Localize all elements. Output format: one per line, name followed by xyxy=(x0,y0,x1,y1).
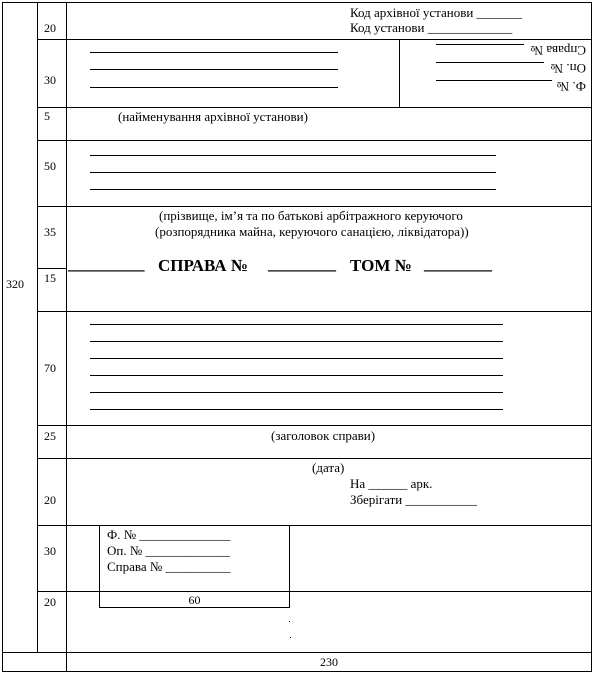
row-height-6: 15 xyxy=(44,271,56,285)
title-blank-line-3 xyxy=(90,358,503,359)
date-caption: (дата) xyxy=(312,460,345,475)
volume-number-blank: ________ xyxy=(424,254,492,273)
col-sep-2 xyxy=(66,2,67,672)
row-height-9: 20 xyxy=(44,493,56,507)
stamp-inventory-line: Оп. № _____________ xyxy=(107,543,230,558)
case-prefix-blank: _________ xyxy=(68,254,145,273)
row-sep-5-left xyxy=(37,268,66,269)
volume-label: ТОМ № xyxy=(350,256,412,275)
rotated-fund-line: Ф. № xyxy=(556,79,586,94)
institution-code-line: Код установи _____________ xyxy=(350,20,513,35)
case-label: СПРАВА № xyxy=(158,256,248,275)
case-title-caption: (заголовок справи) xyxy=(271,428,376,443)
col-sep-header xyxy=(399,39,400,107)
frame-bottom xyxy=(2,671,592,672)
row-height-8: 25 xyxy=(44,429,56,443)
title-blank-line-6 xyxy=(90,409,503,410)
rotated-case-blank xyxy=(436,44,524,45)
stamp-width-label: 60 xyxy=(188,593,201,607)
archive-code-line: Код архівної установи _______ xyxy=(350,5,523,20)
row-height-7: 70 xyxy=(44,361,56,375)
title-blank-line-4 xyxy=(90,375,503,376)
rotated-case-line: Справа № xyxy=(530,43,586,58)
row-height-11: 20 xyxy=(44,595,56,609)
total-width-label: 230 xyxy=(320,655,338,669)
title-blank-line-5 xyxy=(90,392,503,393)
frame-top xyxy=(2,2,592,3)
name-blank-line-3 xyxy=(90,87,338,88)
row-sep-6 xyxy=(37,311,592,312)
manager-caption-line-1: (прізвище, ім’я та по батькові арбітражного керуючого xyxy=(159,208,463,223)
row-height-10: 30 xyxy=(44,544,56,558)
dot-mark-2 xyxy=(290,637,291,638)
frame-left xyxy=(2,2,3,672)
manager-blank-line-2 xyxy=(90,172,496,173)
row-sep-1 xyxy=(37,39,592,40)
row-height-5: 35 xyxy=(44,225,56,239)
row-height-3: 5 xyxy=(44,109,50,123)
case-number-line xyxy=(66,256,586,278)
stamp-fund-line: Ф. № ______________ xyxy=(107,527,231,542)
col-sep-1 xyxy=(37,2,38,652)
stamp-case-line: Справа № __________ xyxy=(107,559,231,574)
row-height-1: 20 xyxy=(44,21,56,35)
rotated-inventory-line: Оп. № xyxy=(550,61,586,76)
total-height-label: 320 xyxy=(6,277,24,291)
storage-term-line: Зберігати ___________ xyxy=(350,492,477,507)
row-sep-2 xyxy=(37,107,592,108)
row-sep-8 xyxy=(37,458,592,459)
title-blank-line-2 xyxy=(90,341,503,342)
row-height-4: 50 xyxy=(44,159,56,173)
title-blank-line-1 xyxy=(90,324,503,325)
name-blank-line-1 xyxy=(90,52,338,53)
case-number-blank: ________ xyxy=(268,254,336,273)
name-blank-line-2 xyxy=(90,69,338,70)
rotated-fund-blank xyxy=(436,80,552,81)
archive-name-caption: (найменування архівної установи) xyxy=(118,109,308,124)
archive-stamp-box xyxy=(99,525,290,608)
rotated-inventory-blank xyxy=(436,62,544,63)
row-height-2: 30 xyxy=(44,73,56,87)
dot-mark-1 xyxy=(289,621,290,622)
sheets-count-line: На ______ арк. xyxy=(350,476,433,491)
manager-blank-line-3 xyxy=(90,189,496,190)
row-sep-11 xyxy=(2,652,592,653)
manager-blank-line-1 xyxy=(90,155,496,156)
manager-caption-line-2: (розпорядника майна, керуючого санацією, ліквідатора)) xyxy=(155,224,469,239)
row-sep-4 xyxy=(37,206,592,207)
rotated-archive-block xyxy=(436,42,586,94)
row-sep-3 xyxy=(37,140,592,141)
row-sep-7 xyxy=(37,425,592,426)
frame-right xyxy=(591,2,592,672)
